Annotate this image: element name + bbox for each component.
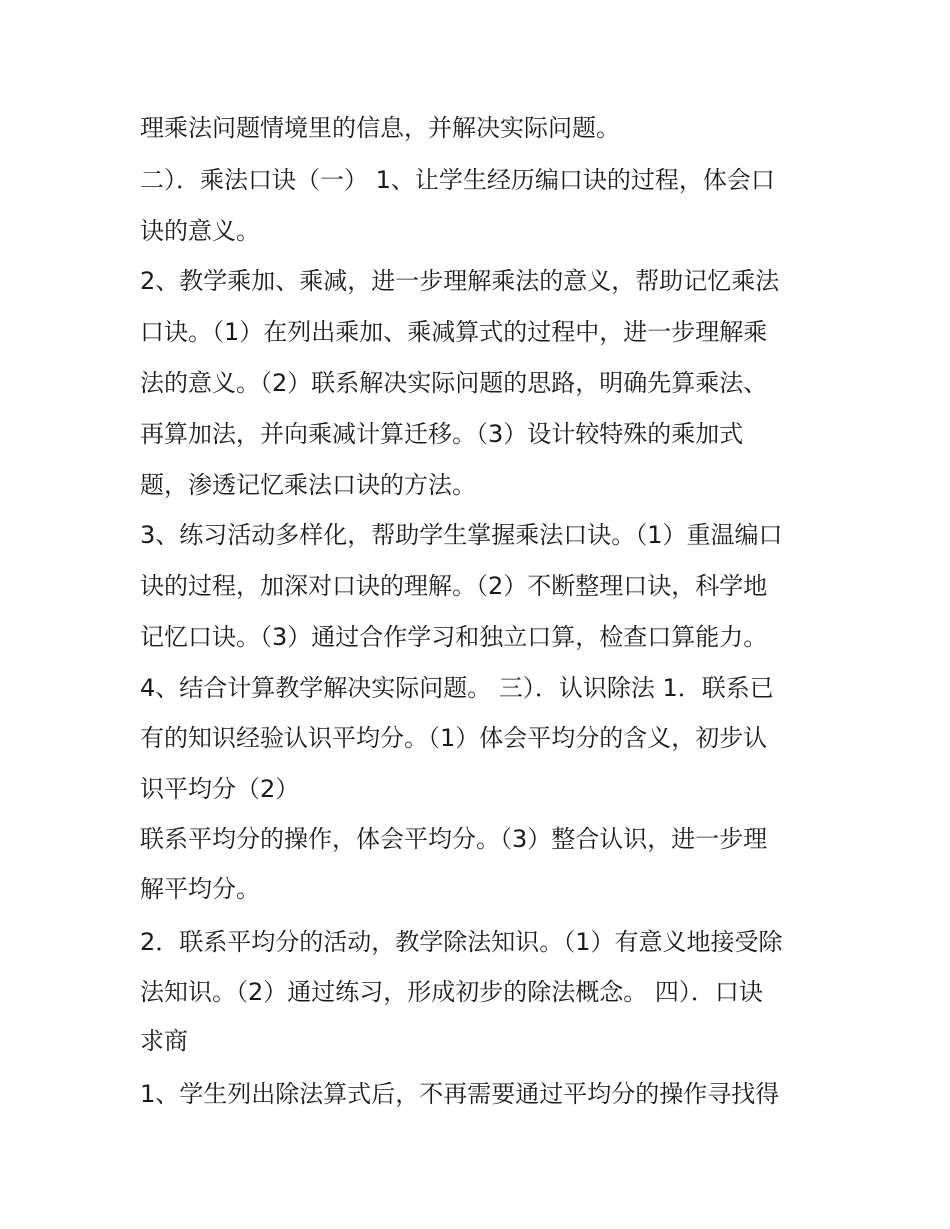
text-line-17: 2．联系平均分的活动，教学除法知识。（1）有意义地接受除: [140, 928, 783, 956]
text-line-15: 联系平均分的操作，体会平均分。（3）整合认识，进一步理: [140, 825, 768, 853]
text-line-2: 二）．乘法口诀（一） 1、让学生经历编口诀的过程，体会口: [140, 166, 775, 194]
text-line-14: 识平均分（2）: [140, 775, 300, 803]
text-line-12: 4、结合计算教学解决实际问题。 三）．认识除法 1．联系已: [140, 674, 774, 702]
text-line-9: 3、练习活动多样化，帮助学生掌握乘法口诀。（1）重温编口: [140, 521, 783, 549]
text-line-1: 理乘法问题情境里的信息，并解决实际问题。: [140, 114, 620, 142]
text-line-6: 法的意义。（2）联系解决实际问题的思路，明确先算乘法、: [140, 369, 768, 397]
text-line-16: 解平均分。: [140, 875, 260, 903]
text-line-3: 诀的意义。: [140, 217, 260, 245]
text-line-20: 1、学生列出除法算式后，不再需要通过平均分的操作寻找得: [140, 1080, 780, 1108]
text-line-18: 法知识。（2）通过练习，形成初步的除法概念。 四）．口诀: [140, 978, 763, 1006]
text-line-19: 求商: [140, 1027, 188, 1055]
text-line-5: 口诀。（1）在列出乘加、乘减算式的过程中，进一步理解乘: [140, 318, 768, 346]
text-line-11: 记忆口诀。（3）通过合作学习和独立口算，检查口算能力。: [140, 623, 768, 651]
text-line-8: 题，渗透记忆乘法口诀的方法。: [140, 471, 476, 499]
text-line-10: 诀的过程，加深对口诀的理解。（2）不断整理口诀，科学地: [140, 572, 768, 600]
text-line-4: 2、教学乘加、乘减，进一步理解乘法的意义，帮助记忆乘法: [140, 267, 780, 295]
text-line-13: 有的知识经验认识平均分。（1）体会平均分的含义，初步认: [140, 724, 768, 752]
text-line-7: 再算加法，并向乘减计算迁移。（3）设计较特殊的乘加式: [140, 420, 744, 448]
